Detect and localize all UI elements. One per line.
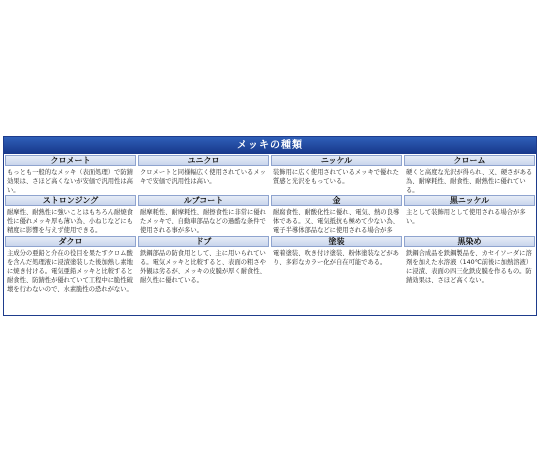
plating-cell-lubcoat — [138, 195, 269, 234]
plating-name: 塗装 — [271, 236, 402, 247]
plating-name: クロメート — [5, 155, 136, 166]
plating-cell-nickel — [271, 155, 402, 194]
plating-name: ルブコート — [138, 195, 269, 206]
plating-description: 鉄鋼合成品を鉄鋼製品を、カセイソーダに溶剤を加えた水溶液（140℃前後に加熱溶液）に浸漬、表面の四三化鉄皮膜を作るもの。防錆効果は、さほど高くない。 — [406, 250, 533, 284]
plating-description: 鉄鋼部品の防食用として、主に用いられている。電気メッキと比較すると、表面の粗さや外観は劣るが、メッキの皮膜が厚く耐食性、耐久性に優れている。 — [140, 250, 266, 284]
plating-name: ドブ — [138, 236, 269, 247]
plating-cell-paint — [271, 236, 402, 292]
plating-types-table — [3, 136, 537, 316]
plating-cell-dacro — [5, 236, 136, 292]
plating-cell-black-nickel — [404, 195, 535, 234]
plating-cell-gold — [271, 195, 402, 234]
plating-description: 耐腐食性、耐酸化性に優れ、電気、熱の良導体である。又、電気抵抗も極めて少ない為、電子半導体部品などに使用される場合が多 — [273, 209, 400, 234]
plating-description: 主成分の亜鉛と介在の役目を果たすクロム酸を含んだ処理液に浸漬塗装した後加熱し素地に焼き付ける。電気亜鉛メッキと比較すると耐食性、防錆性が優れていて工程中に脆性破壊を行わないので、水素脆性の恐れがない。 — [7, 250, 133, 293]
plating-description: 装飾用に広く使用されているメッキで優れた質感と光沢をもっている。 — [273, 169, 399, 185]
table-title: メッキの種類 — [4, 137, 536, 154]
plating-description: もっとも一般的なメッキ（表面処理）で防錆効果は、さほど高くないが安価で汎用性は高い。 — [7, 169, 133, 194]
plating-description: クロメートと同様幅広く使用されているメッキで安価で汎用性は高い。 — [140, 169, 266, 185]
plating-name: 黒ニッケル — [404, 195, 535, 206]
plating-grid — [4, 154, 536, 235]
plating-grid-bottom — [4, 235, 536, 293]
plating-description: 主として装飾用として使用される場合が多い。 — [406, 209, 526, 225]
plating-description: 硬くと高度な光沢が得られ、又、硬さがある為、耐摩耗性、耐食性、耐熱性に優れている。 — [406, 169, 533, 194]
plating-name: ユニクロ — [138, 155, 269, 166]
plating-name: 黒染め — [404, 236, 535, 247]
plating-name: ニッケル — [271, 155, 402, 166]
plating-description: 電着塗装、吹き付け塗装、粉体塗装などがあり、多彩なカラー化が自在可能である。 — [273, 250, 399, 266]
plating-name: クローム — [404, 155, 535, 166]
plating-cell-strongzing — [5, 195, 136, 234]
plating-cell-unichrome — [138, 155, 269, 194]
plating-name: ダクロ — [5, 236, 136, 247]
plating-cell-black-oxide — [404, 236, 535, 292]
plating-description: 耐摩耗性、耐摩耗性、耐擦食性に非常に優れたメッキで、自動車部品などの過酷な条件で使用される事が多い。 — [140, 209, 266, 234]
plating-cell-chrome — [404, 155, 535, 194]
plating-description: 耐摩性、耐熱性に強いことはもちろん耐焼食性に優れメッキ厚も薄い為、小ねじなどにも精度に影響を与えず使用できる。 — [7, 209, 133, 234]
plating-name: 金 — [271, 195, 402, 206]
plating-name: ストロンジング — [5, 195, 136, 206]
plating-cell-chromate — [5, 155, 136, 194]
plating-cell-hot-dip — [138, 236, 269, 292]
